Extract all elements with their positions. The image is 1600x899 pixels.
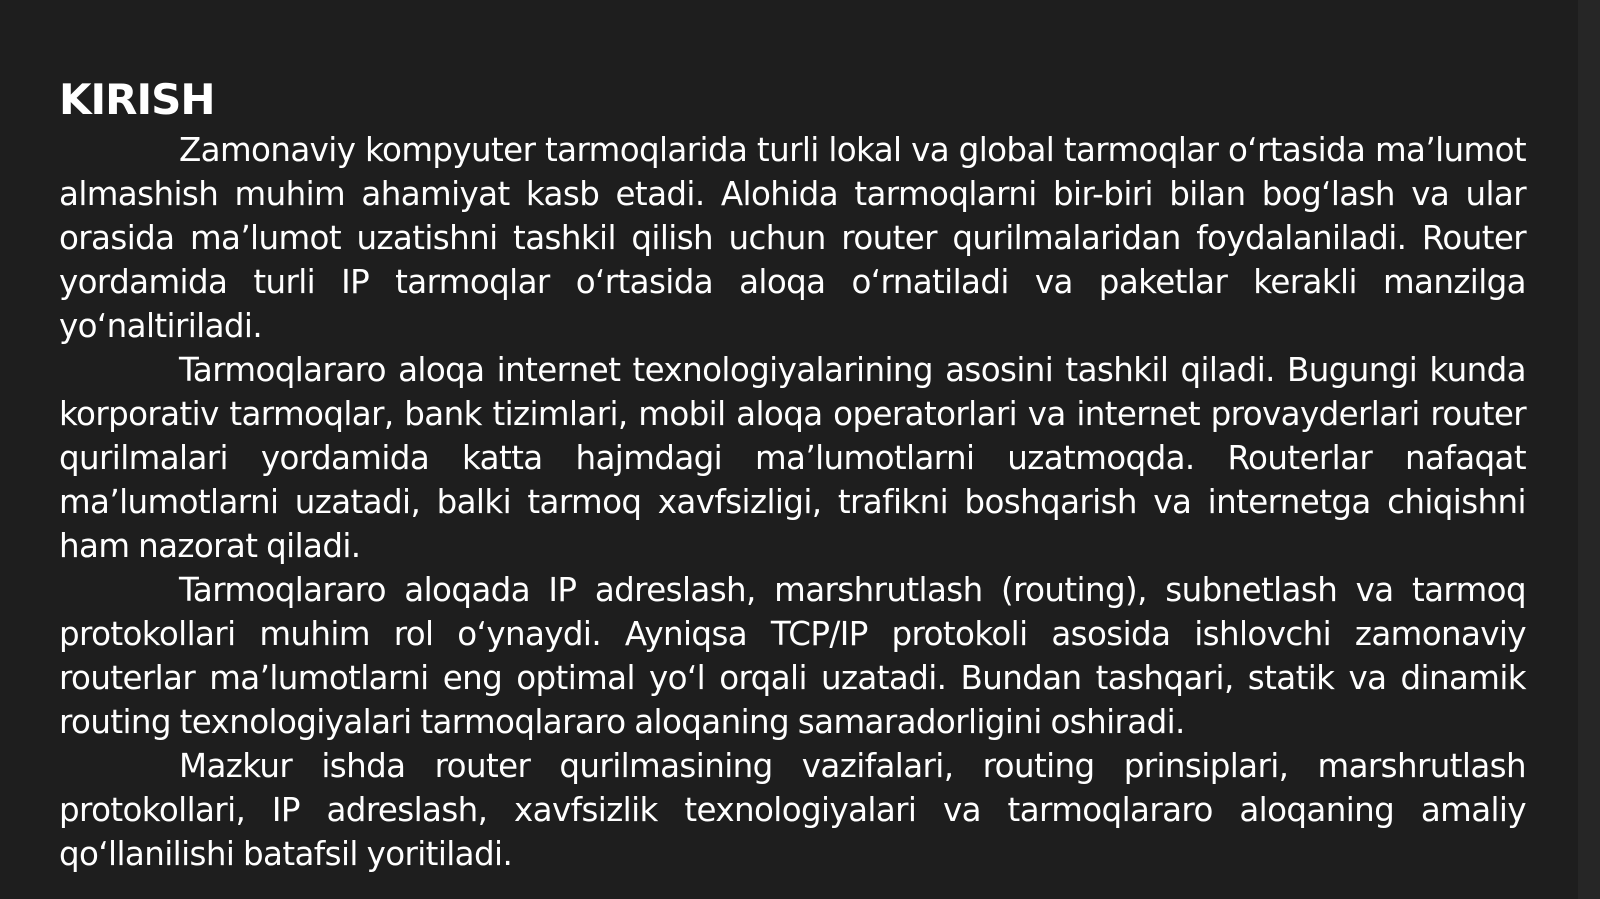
paragraph-1: Zamonaviy kompyuter tarmoqlarida turli lokal va global tarmoqlar o‘rtasida ma’lumot almashish muhim ahamiyat kasb etadi. Alohida tarmoqlarni bir-biri bilan bog‘lash va ular orasida ma’lumot uzatishni tashkil qilish uchun router qurilmalaridan foydalaniladi. Router yordamida turli IP tarmoqlar o‘rtasida aloqa o‘rnatiladi va paketlar kerakli manzilga yo‘naltiriladi. [59, 131, 1526, 345]
paragraph-2: Tarmoqlararo aloqa internet texnologiyalarining asosini tashkil qiladi. Bugungi kunda korporativ tarmoqlar, bank tizimlari, mobil aloqa operatorlari va internet provayderlari router qurilmalari yordamida katta hajmdagi ma’lumotlarni uzatmoqda. Routerlar nafaqat ma’lumotlarni uzatadi, balki tarmoq xavfsizligi, trafikni boshqarish va internetga chiqishni ham nazorat qiladi. [59, 351, 1526, 565]
page-edge [1578, 0, 1600, 899]
paragraph-3: Tarmoqlararo aloqada IP adreslash, marshrutlash (routing), subnetlash va tarmoq protokollari muhim rol o‘ynaydi. Ayniqsa TCP/IP protokoli asosida ishlovchi zamonaviy routerlar ma’lumotlarni eng optimal yo‘l orqali uzatadi. Bundan tashqari, statik va dinamik routing texnologiyalari tarmoqlararo aloqaning samaradorligini oshiradi. [59, 571, 1526, 741]
paragraph-4: Mazkur ishda router qurilmasining vazifalari, routing prinsiplari, marshrutlash protokollari, IP adreslash, xavfsizlik texnologiyalari va tarmoqlararo aloqaning amaliy qo‘llanilishi batafsil yoritiladi. [59, 747, 1526, 873]
document-content [59, 72, 1526, 876]
section-title: KIRISH [59, 75, 215, 124]
